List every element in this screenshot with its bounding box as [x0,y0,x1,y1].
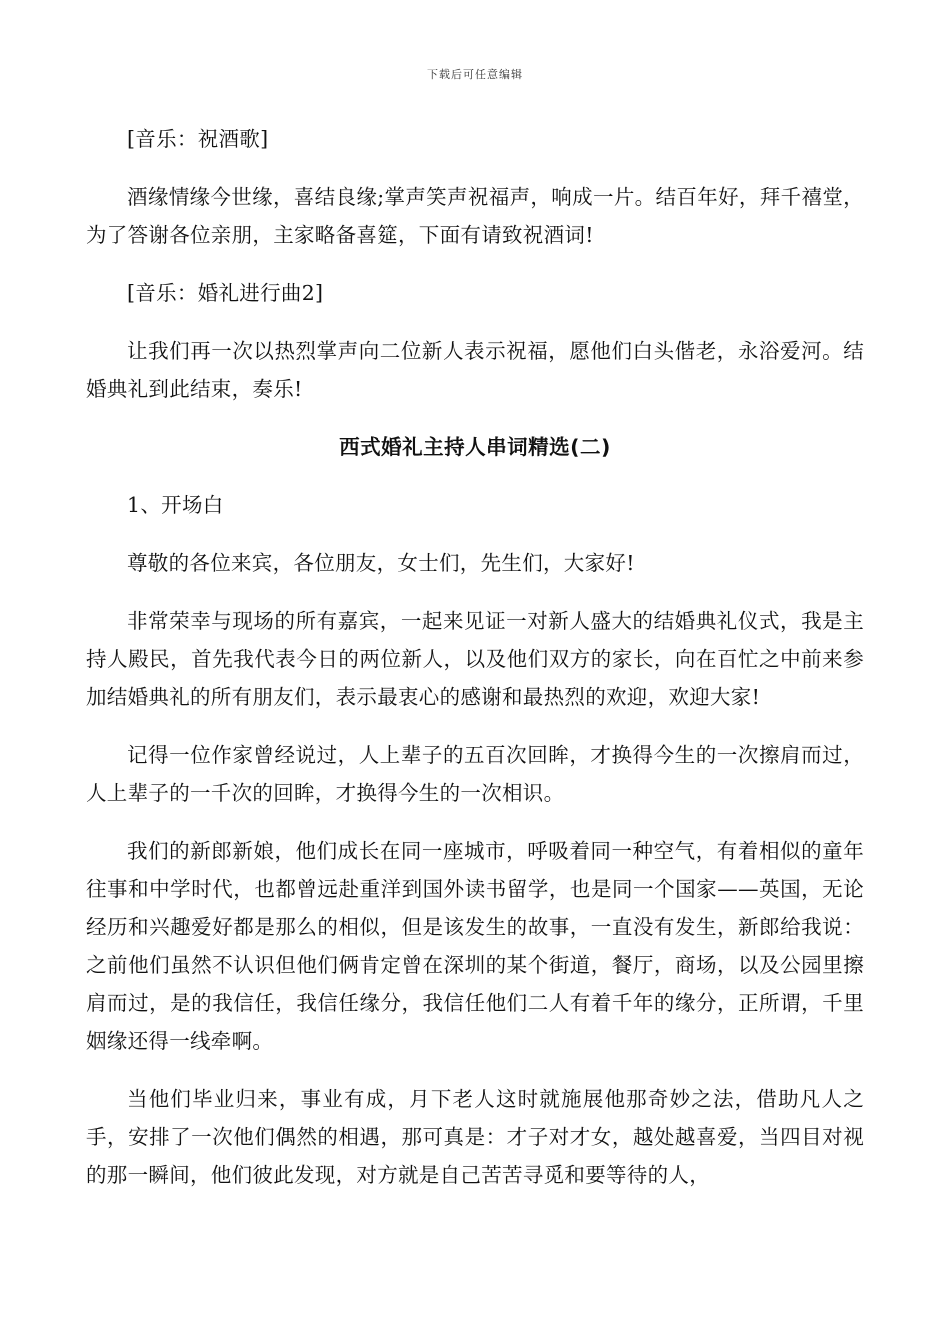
paragraph-quote: 记得一位作家曾经说过，人上辈子的五百次回眸，才换得今生的一次擦肩而过，人上辈子的一千次的回眸，才换得今生的一次相识。 [86,743,864,805]
paragraph-music-march: [音乐：婚礼进行曲2] [127,281,324,305]
section-title: 西式婚礼主持人串词精选(二) [339,435,611,459]
paragraph-meeting: 当他们毕业归来，事业有成，月下老人这时就施展他那奇妙之法，借助凡人之手，安排了一次他们偶然的相遇，那可真是：才子对才女，越处越喜爱，当四目对视的那一瞬间，他们彼此发现，对方就是自己苦苦寻觅和要等待的人， [86,1087,864,1187]
page-header-note: 下载后可任意编辑 [427,68,523,81]
paragraph-music-toast: [音乐：祝酒歌] [127,127,269,151]
paragraph-welcome: 非常荣幸与现场的所有嘉宾，一起来见证一对新人盛大的结婚典礼仪式，我是主持人殿民，首先我代表今日的两位新人，以及他们双方的家长，向在百忙之中前来参加结婚典礼的所有朋友们，表示最衷心的感谢和最热烈的欢迎，欢迎大家! [86,609,864,709]
paragraph-closing: 让我们再一次以热烈掌声向二位新人表示祝福，愿他们白头偕老，永浴爱河。结婚典礼到此结束，奏乐! [86,339,864,401]
paragraph-opening-label: 1、开场白 [127,493,224,517]
paragraph-couple-story: 我们的新郎新娘，他们成长在同一座城市，呼吸着同一种空气，有着相似的童年往事和中学时代，也都曾远赴重洋到国外读书留学，也是同一个国家——英国，无论经历和兴趣爱好都是那么的相似，但是该发生的故事，一直没有发生，新郎给我说：之前他们虽然不认识但他们俩肯定曾在深圳的某个街道，餐厅，商场，以及公园里擦肩而过，是的我信任，我信任缘分，我信任他们二人有着千年的缘分，正所谓，千里姻缘还得一线牵啊。 [86,839,864,1053]
paragraph-toast-intro: 酒缘情缘今世缘，喜结良缘;掌声笑声祝福声，响成一片。结百年好，拜千禧堂，为了答谢各位亲朋，主家略备喜筵，下面有请致祝酒词! [86,185,864,247]
paragraph-greeting: 尊敬的各位来宾，各位朋友，女士们，先生们，大家好! [127,551,635,575]
document-body [86,120,864,1214]
